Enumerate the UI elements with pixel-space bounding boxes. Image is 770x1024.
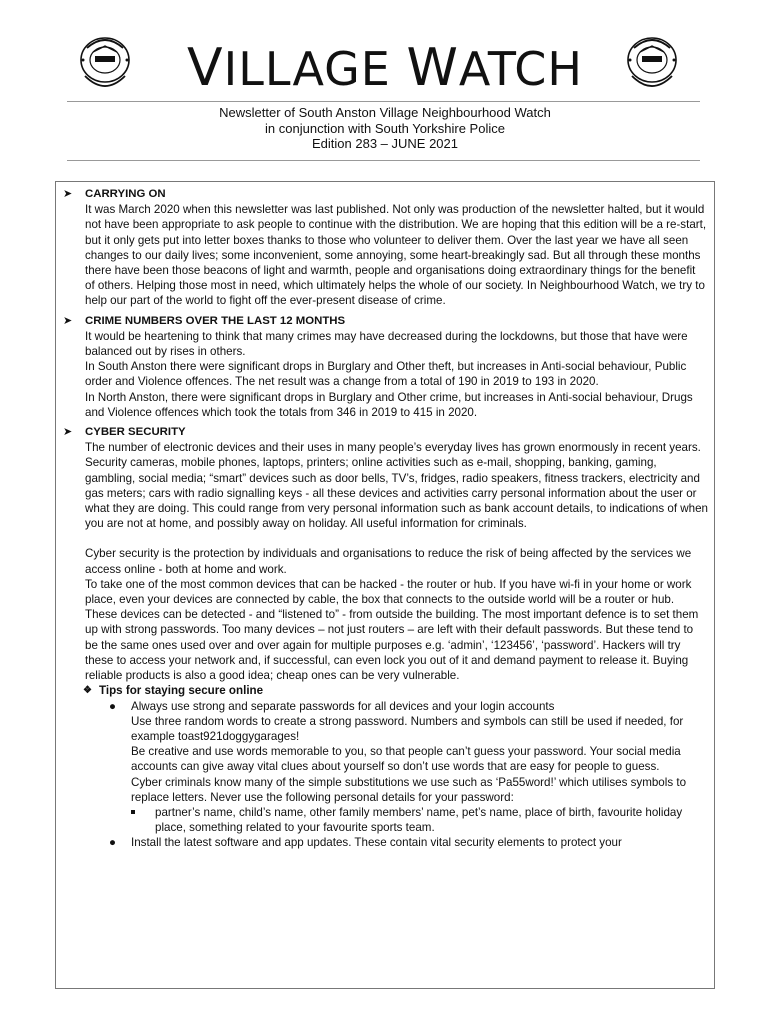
- subtitle-line-1: Newsletter of South Anston Village Neighbourhood Watch: [219, 105, 551, 120]
- header-rule-bottom: [67, 160, 700, 161]
- paragraph-gap: [85, 531, 708, 546]
- header-rule-top: [67, 101, 700, 102]
- title-rest-atch: ATCH: [458, 42, 583, 96]
- tip-line: Install the latest software and app updates. These contain vital security elements to protect your: [131, 836, 622, 850]
- section-paragraph: To take one of the most common devices that can be hacked - the router or hub. If you have wi-fi in your home or work place, even your devices are connected by cable, the box that connects to the outside world will be a router or hub. These devices can be detected - and “listened to” - from outside the building. The most important defence is to set them up with strong passwords. Too many devices – not just routers – are left with their default passwords. But these tend to be the same ones used over and over again for multiple purposes e.g. ‘admin’, ‘123456’, ‘password’. Hackers will try these to access your network and, if successful, can even lock you out of it and demand payment to release it. Buying reliable products is also a good idea; cheap ones can be very vulnerable.: [85, 577, 699, 683]
- section-title: CYBER SECURITY: [85, 426, 186, 439]
- arrow-bullet-icon: ➤: [63, 188, 73, 200]
- section-paragraph: Cyber security is the protection by individuals and organisations to reduce the risk of being affected by the services we access online - both at home and work.: [85, 547, 692, 576]
- round-bullet-icon: ●: [109, 836, 117, 850]
- section-paragraph: The number of electronic devices and their uses in many people’s everyday lives has grown enormously in recent years. Security cameras, mobile phones, laptops, printers; online activities such as e-mail, shopping, banking, gaming, gambling, social media; “smart” devices such as door bells, TV’s, fridges, radio speakers, fitness trackers, electricity and gas meters; cars with radio signalling keys - all these devices and activities carry personal information about the user or what they are doing. This could range from very personal information such as bank account details, to indications of when you are not at home, and possibly away on holiday. All useful information for criminals.: [85, 441, 708, 531]
- subtitle-line-3: Edition 283 – JUNE 2021: [312, 136, 458, 151]
- section-crime-numbers: [63, 314, 708, 420]
- tip-sub-item: [131, 805, 708, 835]
- section-paragraph: In South Anston there were significant drops in Burglary and Other theft, but increases in Anti-social behaviour, Public order and Violence offences. The net result was a change from a total of 190 in 2019 to 193 in 2020.: [85, 360, 687, 389]
- tips-title-text: Tips for staying secure online: [99, 684, 264, 698]
- round-bullet-icon: ●: [109, 699, 117, 713]
- newsletter-content: [63, 187, 708, 856]
- tips-title: [83, 683, 708, 698]
- tip-item-updates: [109, 835, 708, 850]
- tip-sub-wrapper: [109, 805, 708, 835]
- subtitle-line-2: in conjunction with South Yorkshire Police: [265, 120, 505, 136]
- section-title: CRIME NUMBERS OVER THE LAST 12 MONTHS: [85, 314, 346, 327]
- tips-block: [83, 683, 708, 850]
- diamond-bullet-icon: ❖: [83, 685, 92, 697]
- tip-sub-text: partner’s name, child’s name, other family members’ name, pet’s name, place of birth, favourite holiday place, something related to your favourite sports team.: [155, 805, 683, 835]
- title-cap-v: V: [187, 38, 224, 98]
- arrow-bullet-icon: ➤: [63, 426, 73, 439]
- section-title: CARRYING ON: [85, 188, 166, 200]
- title-cap-w: W: [406, 38, 459, 98]
- subtitle-block: [0, 105, 770, 152]
- newsletter-title: [0, 38, 770, 98]
- section-paragraph: It was March 2020 when this newsletter was last published. Not only was production of the newsletter halted, but it would not have been appropriate to ask people to continue with the distribution. We are hoping that this edition will be a re-start, but it only gets put into letter boxes thanks to those who volunteer to deliver them. Over the last year we have all seen changes to our daily lives; some inconvenient, some annoying, some heart-breakingly sad. But all through these months there have been those beacons of light and warmth, people and organisations doing extraordinary things for the benefit of others. Helping those most in need, which ultimately helps the whole of our society. In Neighbourhood Watch, we try to help our part of the world to fight off the ever-present disease of crime.: [85, 203, 707, 308]
- section-cyber-security: [63, 425, 708, 850]
- arrow-bullet-icon: ➤: [63, 314, 73, 327]
- tip-line: Use three random words to create a strong password. Numbers and symbols can still be used if needed, for example toast921doggygarages!: [131, 714, 684, 743]
- tip-line: Be creative and use words memorable to you, so that people can’t guess your password. Your social media accounts can give away vital clues about yourself so don’t use words that are easy for people to guess.: [131, 745, 681, 774]
- tip-line: Always use strong and separate passwords for all devices and your login accounts: [131, 699, 555, 713]
- tip-item-passwords: [109, 699, 708, 805]
- section-paragraph: It would be heartening to think that many crimes may have decreased during the lockdowns, but those that have were balanced out by rises in others.: [85, 329, 688, 359]
- section-carrying-on: [63, 187, 708, 309]
- square-bullet-icon: [131, 810, 135, 814]
- section-paragraph: In North Anston, there were significant drops in Burglary and Other crime, but increases in Anti-social behaviour, Drugs and Violence offences which took the totals from 346 in 2019 to 415 in 2020.: [85, 390, 693, 419]
- title-rest-illage: ILLAGE: [223, 42, 391, 96]
- tip-line: Cyber criminals know many of the simple substitutions we use such as ‘Pa55word!’ which utilises symbols to replace letters. Never use the following personal details for your password:: [131, 775, 687, 804]
